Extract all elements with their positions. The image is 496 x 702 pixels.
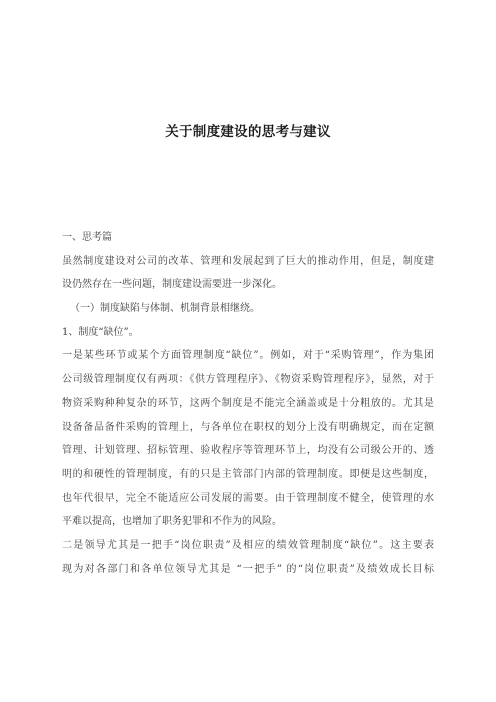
paragraph-line: 设仍然存在一些问题，制度建设需要进一步深化。	[62, 279, 282, 291]
paragraph-line: 现为对各部门和各单位领导尤其是 “一把手” 的“岗位职责”及绩效成长目标	[62, 563, 434, 575]
paragraph-line: 一是某些环节或某个方面管理制度“缺位”。例如，对于“采购管理”，作为集团	[62, 350, 434, 362]
paragraph-line: 公司级管理制度仅有两项：《供方管理程序》、《物资采购管理程序》，显然，对于	[62, 374, 434, 386]
paragraph-line: 二是领导尤其是一把手“岗位职责”及相应的绩效管理制度“缺位”。这主要表	[62, 539, 434, 551]
section-heading: 一、思考篇	[62, 232, 112, 243]
subsection-heading: （一）制度缺陷与体制、机制背景相继绕。	[70, 303, 260, 315]
paragraph-line: 也年代很早，完全不能适应公司发展的需要。由于管理制度不健全，使管理的水	[62, 492, 434, 504]
document-body	[62, 226, 434, 581]
paragraph-line: 虽然制度建设对公司的改革、管理和发展起到了巨大的推动作用，但是，制度建	[62, 255, 434, 267]
document-title: 关于制度建设的思考与建议	[165, 124, 331, 140]
paragraph-line: 明的和硬性的管理制度，有的只是主管部门内部的管理制度。即便是这些制度，	[62, 468, 434, 480]
paragraph-line: 管理、计划管理、招标管理、验收程序等管理环节上，均没有公司级公开的、透	[62, 445, 434, 457]
paragraph-line: 设备备品备件采购的管理上，与各单位在职权的划分上没有明确规定，而在定额	[62, 421, 434, 433]
paragraph-line: 物资采购种种复杂的环节，这两个制度是不能完全涵盖或是十分粗放的。尤其是	[62, 397, 434, 409]
item-heading: 1、制度“缺位”。	[62, 326, 139, 338]
paragraph-line: 平难以提高，也增加了职务犯罪和不作为的风险。	[62, 516, 282, 528]
